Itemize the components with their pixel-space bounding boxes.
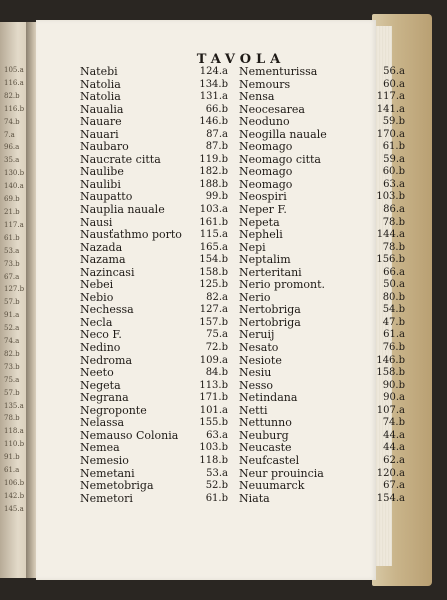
index-entry — [239, 417, 407, 430]
left-page-number: 57.b — [4, 388, 20, 397]
left-page-number: 91.a — [4, 311, 20, 320]
index-entry — [80, 91, 230, 104]
entry-page-ref: 75.a — [206, 329, 228, 341]
entry-page-ref: 115.a — [199, 229, 228, 241]
entry-page-ref: 60.a — [383, 78, 405, 90]
entry-page-ref: 125.b — [199, 279, 228, 291]
entry-page-ref: 134.b — [199, 78, 228, 90]
entry-name: Neucaste — [239, 441, 292, 455]
left-page-number: 82.b — [4, 91, 20, 100]
entry-page-ref: 87.b — [205, 141, 228, 153]
index-entry — [239, 229, 407, 242]
entry-page-ref: 165.a — [199, 241, 228, 253]
entry-name: Nauplia nauale — [80, 203, 165, 217]
left-page-number: 61.a — [4, 466, 20, 475]
index-entry — [239, 493, 407, 506]
entry-name: Nemetani — [80, 466, 135, 480]
index-entry — [80, 455, 230, 468]
entry-page-ref: 66.a — [383, 266, 405, 278]
entry-page-ref: 146.b — [376, 354, 405, 366]
entry-page-ref: 154.a — [376, 492, 405, 504]
left-page-number: 35.a — [4, 156, 20, 165]
entry-page-ref: 188.b — [199, 178, 228, 190]
entry-name: Necla — [80, 315, 113, 329]
entry-name: Nelassa — [80, 416, 125, 430]
entry-page-ref: 90.a — [383, 392, 405, 404]
entry-page-ref: 78.b — [382, 216, 405, 228]
left-page-number: 135.a — [4, 401, 24, 410]
entry-name: Nerteritani — [239, 265, 302, 279]
entry-name: Neocesarea — [239, 102, 305, 116]
left-page-number: 116.b — [4, 104, 25, 113]
index-entry — [239, 279, 407, 292]
entry-name: Neospiri — [239, 190, 287, 204]
entry-name: Nauare — [80, 115, 122, 129]
page-title: TAVOLA — [196, 52, 286, 67]
left-page-number: 91.b — [4, 453, 20, 462]
left-page-number: 53.a — [4, 246, 20, 255]
index-entry — [239, 254, 407, 267]
entry-page-ref: 144.a — [376, 229, 405, 241]
left-page-number: 61.b — [4, 233, 20, 242]
left-page-number: 118.a — [4, 427, 24, 436]
entry-page-ref: 61.b — [205, 492, 228, 504]
index-entry — [80, 229, 230, 242]
index-entry — [80, 342, 230, 355]
left-page-number: 52.a — [4, 324, 20, 333]
entry-name: Nebei — [80, 278, 114, 292]
entry-name: Nazama — [80, 253, 126, 267]
entry-page-ref: 50.a — [383, 279, 405, 291]
index-column-left — [80, 66, 230, 505]
entry-page-ref: 82.a — [206, 291, 228, 303]
entry-name: Nettunno — [239, 416, 292, 430]
entry-name: Neomago — [239, 177, 293, 191]
entry-name: Nesiote — [239, 353, 282, 367]
left-page-number: 73.b — [4, 259, 20, 268]
entry-page-ref: 124.a — [199, 66, 228, 77]
entry-name: Nerio — [239, 290, 271, 304]
entry-page-ref: 44.a — [383, 429, 405, 441]
entry-page-ref: 182.b — [199, 166, 228, 178]
left-page-number: 140.a — [4, 182, 24, 191]
entry-page-ref: 60.b — [382, 166, 405, 178]
entry-page-ref: 74.b — [382, 417, 405, 429]
index-entry — [239, 392, 407, 405]
entry-name: Negroponte — [80, 403, 147, 417]
index-page — [36, 20, 405, 580]
index-entry — [80, 66, 230, 79]
left-page-number: 117.a — [4, 220, 24, 229]
entry-page-ref: 62.a — [383, 454, 405, 466]
entry-page-ref: 66.b — [205, 103, 228, 115]
entry-page-ref: 103.a — [199, 204, 228, 216]
left-page-number: 75.a — [4, 375, 20, 384]
entry-name: Nausťathmo porto — [80, 228, 182, 242]
left-page-number: 130.b — [4, 169, 25, 178]
entry-name: Neufcastel — [239, 453, 300, 467]
entry-name: Natebi — [80, 65, 118, 78]
entry-page-ref: 84.b — [205, 367, 228, 379]
entry-page-ref: 118.b — [199, 454, 228, 466]
entry-page-ref: 141.a — [376, 103, 405, 115]
entry-page-ref: 63.a — [383, 178, 405, 190]
entry-page-ref: 47.b — [382, 316, 405, 328]
entry-name: Neuumarck — [239, 479, 305, 493]
entry-name: Naupatto — [80, 190, 133, 204]
left-page-number: 96.a — [4, 143, 20, 152]
entry-page-ref: 120.a — [376, 467, 405, 479]
entry-name: Netti — [239, 403, 268, 417]
index-entry — [239, 66, 407, 79]
entry-name: Naucrate citta — [80, 152, 161, 166]
entry-name: Neomago citta — [239, 152, 321, 166]
left-page-number: 69.b — [4, 195, 20, 204]
index-entry — [80, 392, 230, 405]
index-entry — [80, 254, 230, 267]
entry-name: Nebio — [80, 290, 114, 304]
entry-page-ref: 170.a — [376, 128, 405, 140]
index-entry — [239, 367, 407, 380]
entry-name: Netindana — [239, 391, 298, 405]
left-page-number: 57.b — [4, 298, 20, 307]
left-page-number: 21.b — [4, 207, 20, 216]
entry-name: Nemetobriga — [80, 479, 154, 493]
left-page-number: 78.b — [4, 414, 20, 423]
left-page-number: 116.a — [4, 78, 24, 87]
index-entry — [80, 279, 230, 292]
entry-page-ref: 72.b — [205, 342, 228, 354]
entry-name: Neper F. — [239, 203, 287, 217]
entry-page-ref: 171.b — [199, 392, 228, 404]
entry-page-ref: 157.b — [199, 316, 228, 328]
entry-name: Nemours — [239, 77, 291, 91]
entry-name: Negeta — [80, 378, 121, 392]
entry-name: Nepeta — [239, 215, 280, 229]
index-entry — [239, 455, 407, 468]
entry-name: Neruij — [239, 328, 275, 342]
entry-name: Nesiu — [239, 366, 272, 380]
left-page-number: 67.a — [4, 272, 20, 281]
entry-name: Nechessa — [80, 303, 134, 317]
entry-page-ref: 87.a — [206, 128, 228, 140]
entry-name: Nemesio — [80, 453, 129, 467]
entry-name: Neomago — [239, 140, 293, 154]
entry-name: Nesato — [239, 341, 279, 355]
entry-name: Nauari — [80, 127, 119, 141]
entry-page-ref: 158.b — [199, 266, 228, 278]
entry-name: Naulibe — [80, 165, 124, 179]
entry-name: Neuburg — [239, 428, 289, 442]
entry-name: Nertobriga — [239, 315, 301, 329]
entry-page-ref: 54.b — [382, 304, 405, 316]
entry-page-ref: 155.b — [199, 417, 228, 429]
entry-name: Nemauso Colonia — [80, 428, 179, 442]
entry-name: Nementurissa — [239, 65, 318, 78]
entry-name: Nedroma — [80, 353, 133, 367]
index-entry — [239, 480, 407, 493]
entry-page-ref: 119.b — [199, 153, 228, 165]
entry-page-ref: 158.b — [376, 367, 405, 379]
index-column-right — [239, 66, 407, 505]
entry-name: Natolia — [80, 77, 121, 91]
entry-page-ref: 86.a — [383, 204, 405, 216]
entry-page-ref: 107.a — [376, 404, 405, 416]
index-entry — [80, 141, 230, 154]
left-page-number: 127.b — [4, 285, 25, 294]
left-page-number: 7.a — [4, 130, 15, 139]
entry-page-ref: 67.a — [383, 480, 405, 492]
entry-name: Neoduno — [239, 115, 290, 129]
entry-page-ref: 103.b — [376, 191, 405, 203]
left-page-number: 74.b — [4, 117, 20, 126]
index-entry — [80, 417, 230, 430]
entry-name: Nepheli — [239, 228, 283, 242]
entry-page-ref: 117.a — [376, 91, 405, 103]
index-entry — [80, 480, 230, 493]
entry-page-ref: 76.b — [382, 342, 405, 354]
entry-page-ref: 99.b — [205, 191, 228, 203]
entry-name: Neogilla nauale — [239, 127, 327, 141]
left-page-number: 74.a — [4, 337, 20, 346]
entry-page-ref: 44.a — [383, 442, 405, 454]
entry-page-ref: 61.a — [383, 329, 405, 341]
index-entry — [80, 493, 230, 506]
entry-name: Neptalim — [239, 253, 291, 267]
entry-name: Nazincasi — [80, 265, 135, 279]
entry-name: Naulibi — [80, 177, 121, 191]
left-page-number: 106.b — [4, 479, 25, 487]
entry-page-ref: 103.b — [199, 442, 228, 454]
entry-page-ref: 109.a — [199, 354, 228, 366]
entry-name: Negrana — [80, 391, 129, 405]
entry-page-ref: 154.b — [199, 254, 228, 266]
entry-page-ref: 59.a — [383, 153, 405, 165]
entry-page-ref: 131.a — [199, 91, 228, 103]
left-page-number: 73.b — [4, 362, 20, 371]
entry-page-ref: 61.b — [382, 141, 405, 153]
entry-page-ref: 78.b — [382, 241, 405, 253]
left-page-number: 145.a — [4, 504, 24, 513]
entry-name: Neur prouincia — [239, 466, 324, 480]
entry-name: Nensa — [239, 90, 275, 104]
index-entry — [80, 367, 230, 380]
index-entry — [239, 91, 407, 104]
entry-name: Nazada — [80, 240, 123, 254]
entry-name: Neco F. — [80, 328, 122, 342]
index-entry — [80, 116, 230, 129]
index-entry — [239, 116, 407, 129]
entry-name: Natolia — [80, 90, 121, 104]
entry-page-ref: 113.b — [199, 379, 228, 391]
entry-name: Neomago — [239, 165, 293, 179]
entry-name: Nepi — [239, 240, 266, 254]
entry-page-ref: 101.a — [199, 404, 228, 416]
entry-page-ref: 156.b — [376, 254, 405, 266]
entry-name: Naubaro — [80, 140, 129, 154]
left-page-number: 82.b — [4, 349, 20, 358]
entry-page-ref: 161.b — [199, 216, 228, 228]
left-page-number: 142.b — [4, 491, 25, 500]
entry-name: Nausi — [80, 215, 113, 229]
entry-page-ref: 56.a — [383, 66, 405, 77]
entry-page-ref: 146.b — [199, 116, 228, 128]
entry-name: Nemea — [80, 441, 120, 455]
entry-name: Nesso — [239, 378, 274, 392]
entry-name: Naualia — [80, 102, 124, 116]
entry-page-ref: 80.b — [382, 291, 405, 303]
entry-name: Nertobriga — [239, 303, 301, 317]
entry-name: Nemetori — [80, 491, 133, 505]
entry-page-ref: 90.b — [382, 379, 405, 391]
left-page-number: 105.a — [4, 66, 24, 74]
entry-name: Nerio promont. — [239, 278, 326, 292]
index-entry — [239, 204, 407, 217]
entry-page-ref: 52.b — [205, 480, 228, 492]
entry-page-ref: 53.a — [206, 467, 228, 479]
index-entry — [239, 342, 407, 355]
entry-name: Neeto — [80, 366, 114, 380]
entry-page-ref: 59.b — [382, 116, 405, 128]
entry-name: Nedino — [80, 341, 121, 355]
index-entry — [80, 204, 230, 217]
index-entry — [239, 141, 407, 154]
left-page-number: 110.b — [4, 440, 25, 449]
entry-page-ref: 63.a — [206, 429, 228, 441]
entry-name: Niata — [239, 491, 270, 505]
entry-page-ref: 127.a — [199, 304, 228, 316]
